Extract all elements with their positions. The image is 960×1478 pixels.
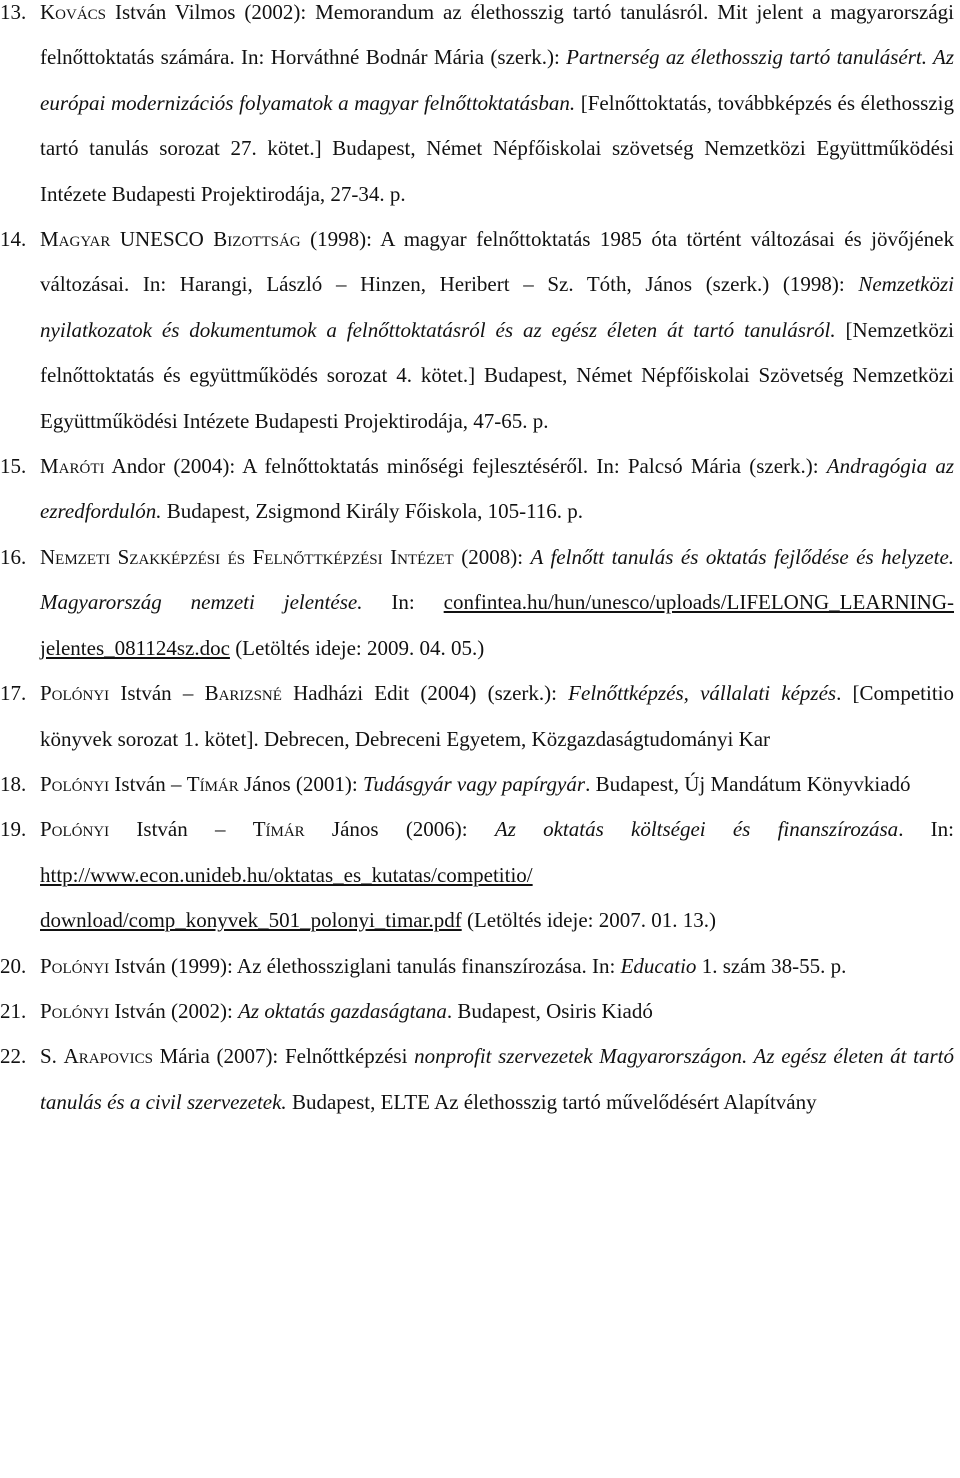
reference-number: 13. xyxy=(0,0,27,24)
author-name: Tímár xyxy=(186,771,239,796)
reference-segment: Budapest, ELTE Az élethosszig tartó művelődésért Alapítvány xyxy=(286,1089,817,1114)
reference-segment: István (2002): xyxy=(109,998,239,1023)
reference-text xyxy=(40,671,954,762)
reference-item xyxy=(0,0,954,217)
publication-title: A felnőtt tanulás és oktatás fejlődése és helyzete. Magyarország nemzeti jelentése. xyxy=(40,544,955,615)
publication-title: Az oktatás gazdaságtana xyxy=(238,998,447,1023)
reference-text xyxy=(40,535,954,671)
reference-text xyxy=(40,217,954,444)
author-name: Polónyi xyxy=(40,681,110,706)
reference-segment: . Budapest, Új Mandátum Könyvkiadó xyxy=(585,771,911,796)
publication-title: Andragógia az ezredfordulón. xyxy=(40,454,954,524)
author-name: Tímár xyxy=(252,817,305,842)
publication-title: Partnerség az élethosszig tartó tanulásért. Az európai modernizációs folyamatok a magyar felnőttoktatásban. xyxy=(40,45,954,115)
reference-segment: István – xyxy=(109,681,205,706)
reference-segment: István (1999): Az élethossziglani tanulás finanszírozása. In: xyxy=(109,953,621,978)
reference-number: 22. xyxy=(0,1044,27,1069)
publication-title: Felnőttképzés, vállalati képzés xyxy=(568,681,837,706)
reference-segment: . Budapest, Osiris Kiadó xyxy=(446,998,653,1023)
author-name: Polónyi xyxy=(40,953,110,978)
author-name: Magyar UNESCO Bizottság xyxy=(40,227,301,252)
reference-segment: (2008): xyxy=(453,544,531,569)
reference-segment: 1. szám 38-55. p. xyxy=(696,953,847,978)
reference-item xyxy=(0,989,954,1034)
author-name: Barizsné xyxy=(204,681,282,706)
reference-number: 19. xyxy=(0,817,27,842)
author-name: Kovács xyxy=(40,0,107,24)
reference-segment: Andor (2004): A felnőttoktatás minőségi fejlesztéséről. In: Palcsó Mária (szerk.): xyxy=(104,454,827,479)
author-name: Maróti xyxy=(40,454,105,479)
reference-number: 16. xyxy=(0,544,27,569)
reference-number: 20. xyxy=(0,953,27,978)
reference-segment: István – xyxy=(109,817,253,842)
reference-item xyxy=(0,807,954,943)
reference-segment: S. xyxy=(40,1044,64,1069)
reference-segment: Hadházi Edit (2004) (szerk.): xyxy=(281,681,569,706)
reference-segment: In: xyxy=(362,590,444,615)
reference-item xyxy=(0,535,954,671)
reference-text xyxy=(40,1034,954,1125)
reference-item xyxy=(0,762,954,807)
reference-segment: István – xyxy=(109,771,187,796)
reference-segment: (Letöltés ideje: 2007. 01. 13.) xyxy=(461,908,716,933)
reference-item xyxy=(0,217,954,444)
reference-number: 21. xyxy=(0,998,27,1023)
publication-title: Tudásgyár vagy papírgyár xyxy=(363,771,586,796)
reference-text xyxy=(40,807,954,943)
reference-number: 15. xyxy=(0,454,27,479)
reference-number: 17. xyxy=(0,681,27,706)
author-name: Polónyi xyxy=(40,817,110,842)
reference-segment: János (2001): xyxy=(238,771,363,796)
reference-segment: Budapest, Zsigmond Király Főiskola, 105-116. p. xyxy=(161,499,584,524)
publication-title: nonprofit szervezetek Magyarországon. Az egész életen át tartó tanulás és a civil szervezetek. xyxy=(40,1044,955,1114)
reference-segment: János (2006): xyxy=(304,817,495,842)
reference-segment: (1998): A magyar felnőttoktatás 1985 óta történt változásai és jövőjének változásai. In: Harangi, László – Hinzen, Heribert – Sz. Tóth, János (szerk.) (1998): xyxy=(40,227,954,297)
reference-number: 14. xyxy=(0,227,27,252)
reference-segment: (Letöltés ideje: 2009. 04. 05.) xyxy=(229,635,485,660)
publication-title: Educatio xyxy=(620,953,697,978)
reference-text xyxy=(40,944,954,989)
reference-text xyxy=(40,444,954,535)
author-name: Arapovics xyxy=(63,1044,153,1069)
reference-text xyxy=(40,762,954,807)
reference-segment: [Felnőttoktatás, továbbképzés és élethosszig tartó tanulás sorozat 27. kötet.] Budapest, Német Népfőiskolai szövetség Nemzetközi Együttműködési Intézete Budapesti Projektirodája, 27-34. p. xyxy=(40,90,954,206)
author-name: Polónyi xyxy=(40,998,110,1023)
reference-text xyxy=(40,0,954,217)
publication-title: Az oktatás költségei és finanszírozása xyxy=(494,817,899,842)
author-name: Polónyi xyxy=(40,771,110,796)
reference-link[interactable]: confintea.hu/hun/unesco/uploads/LIFELONG_LEARNING-jelentes_081124sz.doc xyxy=(40,590,954,660)
reference-item xyxy=(0,671,954,762)
reference-segment: Mária (2007): Felnőttképzési xyxy=(152,1044,415,1069)
reference-text xyxy=(40,989,954,1034)
reference-link[interactable]: http://www.econ.unideb.hu/oktatas_es_kutatas/competitio/ download/comp_konyvek_501_polonyi_timar.pdf xyxy=(40,862,533,933)
reference-segment: . In: xyxy=(898,817,954,842)
reference-number: 18. xyxy=(0,771,27,796)
reference-segment: [Nemzetközi felnőttoktatás és együttműködés sorozat 4. kötet.] Budapest, Német Népfőiskolai Szövetség Nemzetközi Együttműködési Intézete Budapesti Projektirodája, 47-65. p. xyxy=(40,317,954,433)
reference-segment: . [Competitio könyvek sorozat 1. kötet]. Debrecen, Debreceni Egyetem, Közgazdaságtudományi Kar xyxy=(40,681,954,751)
reference-segment: István Vilmos (2002): Memorandum az élethosszig tartó tanulásról. Mit jelent a magyarországi felnőttoktatás számára. In: Horváthné Bodnár Mária (szerk.): xyxy=(40,0,954,70)
reference-item xyxy=(0,944,954,989)
reference-item xyxy=(0,1034,954,1125)
author-name: Nemzeti Szakképzési és Felnőttképzési Intézet xyxy=(40,544,454,569)
reference-item xyxy=(0,444,954,535)
publication-title: Nemzetközi nyilatkozatok és dokumentumok a felnőttoktatásról és az egész életen át tartó tanulásról. xyxy=(40,272,954,342)
